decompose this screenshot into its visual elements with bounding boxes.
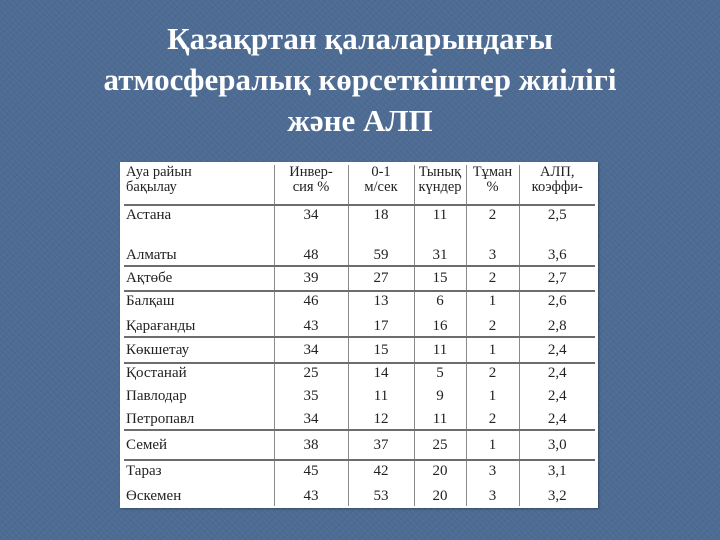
cell-line: 1	[488, 341, 497, 358]
inversion-cell	[274, 266, 348, 291]
cell-stack	[126, 431, 274, 459]
cell-stack	[520, 292, 596, 336]
cell-stack	[415, 338, 466, 362]
cell-line: 12	[373, 411, 389, 427]
cell-stack	[520, 431, 596, 459]
cell-stack	[467, 206, 519, 265]
cell-line: 48	[303, 247, 319, 263]
cell-line: 43	[303, 487, 319, 504]
inversion-cell	[274, 337, 348, 363]
cell-line: Көкшетау	[126, 341, 190, 358]
table-header-row	[124, 165, 595, 205]
cell-line: 17	[373, 318, 389, 334]
alp-cell	[519, 291, 595, 337]
cell-stack	[275, 267, 348, 290]
cell-line: 9	[436, 388, 444, 404]
cell-line: 3,1	[547, 462, 567, 479]
cell-line: 3	[488, 247, 497, 263]
cell-line: 6	[436, 293, 444, 309]
cell-line: бақылау	[126, 179, 177, 195]
cell-line: 11	[432, 341, 448, 358]
cell-line: 38	[303, 436, 319, 453]
fog-cell	[466, 291, 519, 337]
cell-line: 2,8	[547, 318, 567, 334]
cell-line: 20	[432, 487, 448, 504]
cell-stack	[275, 206, 348, 265]
cell-line: 2,4	[547, 365, 567, 381]
cell-stack	[415, 364, 466, 429]
cell-line: Ауа райын	[126, 164, 192, 180]
title-line: атмосфералық көрсеткіштер жиілігі	[103, 62, 617, 97]
cell-line: 31	[432, 247, 448, 263]
column-header-inversion	[274, 165, 348, 205]
cell-line: Тараз	[126, 462, 162, 479]
cell-line: 2,4	[547, 411, 567, 427]
cell-stack	[520, 267, 596, 290]
cell-line: Семей	[126, 436, 168, 453]
column-header-fog	[466, 165, 519, 205]
cell-stack	[349, 338, 414, 362]
cell-stack	[126, 338, 274, 362]
inversion-cell	[274, 291, 348, 337]
cell-stack	[275, 431, 348, 459]
fog-cell	[466, 430, 519, 460]
cell-stack	[126, 267, 274, 290]
cell-line: 34	[303, 207, 319, 223]
table-row-group	[124, 430, 595, 460]
fog-cell	[466, 205, 519, 266]
cell-line: коэффи-	[531, 179, 583, 195]
cell-line: Қарағанды	[126, 318, 196, 334]
cell-stack	[467, 292, 519, 336]
cell-line: 2	[488, 411, 497, 427]
cell-line: 15	[432, 270, 448, 286]
cell-line: 1	[488, 293, 497, 309]
cell-line: 0-1	[371, 164, 391, 180]
cell-line: 11	[373, 388, 389, 404]
wind-cell	[348, 337, 414, 363]
cell-stack	[126, 206, 274, 265]
cell-line: сия %	[292, 179, 330, 195]
cell-stack	[275, 292, 348, 336]
title-line: Қазақртан қалаларындағы	[167, 21, 553, 56]
inversion-cell	[274, 460, 348, 506]
alp-cell	[519, 266, 595, 291]
cell-line: 11	[432, 411, 448, 427]
cell-line: АЛП,	[540, 164, 575, 180]
alp-cell	[519, 363, 595, 430]
cell-line: 16	[432, 318, 448, 334]
cell-line: 15	[373, 341, 389, 358]
alp-cell	[519, 205, 595, 266]
cell-line: м/сек	[364, 179, 398, 195]
wind-cell	[348, 291, 414, 337]
calm-cell	[414, 460, 466, 506]
column-header-city	[124, 165, 274, 205]
cell-line: 11	[432, 207, 448, 223]
cell-line: Петропавл	[126, 411, 195, 427]
cell-stack	[349, 431, 414, 459]
inversion-cell	[274, 363, 348, 430]
cell-line: 43	[303, 318, 319, 334]
cell-line: 2,6	[547, 293, 567, 309]
fog-cell	[466, 363, 519, 430]
cell-stack	[126, 462, 274, 506]
alp-cell	[519, 460, 595, 506]
cell-stack	[349, 364, 414, 429]
cell-stack	[415, 267, 466, 290]
cell-line: 14	[373, 365, 389, 381]
cell-line: 46	[303, 293, 319, 309]
cell-line: Алматы	[126, 247, 177, 263]
cell-line: 25	[432, 436, 448, 453]
cell-stack	[467, 338, 519, 362]
cell-stack	[415, 462, 466, 506]
cell-line: Тұман	[472, 164, 513, 180]
column-header-calm	[414, 165, 466, 205]
cell-line: 25	[303, 365, 319, 381]
cell-stack	[467, 462, 519, 506]
cell-line: 1	[488, 436, 497, 453]
cell-line: 2,4	[547, 388, 567, 404]
cell-line: 35	[303, 388, 319, 404]
cell-line: 2	[488, 270, 497, 286]
inversion-cell	[274, 205, 348, 266]
cell-stack	[126, 292, 274, 336]
calm-cell	[414, 205, 466, 266]
cell-line: 2	[488, 318, 497, 334]
city-cell	[124, 460, 274, 506]
fog-cell	[466, 266, 519, 291]
cell-stack	[520, 338, 596, 362]
table-row-group	[124, 266, 595, 291]
table-sheet	[120, 162, 598, 508]
wind-cell	[348, 430, 414, 460]
wind-cell	[348, 205, 414, 266]
cell-stack	[275, 364, 348, 429]
cell-line: 2,7	[547, 270, 567, 286]
cell-line: 2	[488, 365, 497, 381]
alp-cell	[519, 337, 595, 363]
cell-stack	[520, 462, 596, 506]
air-quality-table	[124, 165, 595, 506]
cell-stack	[520, 364, 596, 429]
cell-line: 39	[303, 270, 319, 286]
calm-cell	[414, 430, 466, 460]
cell-stack	[467, 364, 519, 429]
fog-cell	[466, 460, 519, 506]
cell-stack	[275, 462, 348, 506]
cell-stack	[415, 431, 466, 459]
cell-line: 27	[373, 270, 389, 286]
cell-line: Өскемен	[126, 487, 182, 504]
cell-line: 20	[432, 462, 448, 479]
inversion-cell	[274, 430, 348, 460]
city-cell	[124, 430, 274, 460]
cell-line: Қостанай	[126, 365, 187, 381]
city-cell	[124, 337, 274, 363]
cell-stack	[415, 292, 466, 336]
cell-stack	[126, 364, 274, 429]
cell-line: 34	[303, 341, 319, 358]
city-cell	[124, 205, 274, 266]
cell-line: Тынық	[418, 164, 462, 180]
fog-cell	[466, 337, 519, 363]
cell-line: 18	[373, 207, 389, 223]
cell-stack	[349, 267, 414, 290]
cell-stack	[275, 338, 348, 362]
cell-stack	[415, 206, 466, 265]
cell-line: 3	[488, 462, 497, 479]
column-header-alp	[519, 165, 595, 205]
table-row-group	[124, 460, 595, 506]
cell-line: 1	[488, 388, 497, 404]
cell-line: 45	[303, 462, 319, 479]
slide-title	[0, 18, 720, 141]
wind-cell	[348, 363, 414, 430]
cell-line: Астана	[126, 207, 172, 223]
table-body	[124, 165, 595, 506]
wind-cell	[348, 266, 414, 291]
cell-line: күндер	[418, 179, 462, 195]
cell-stack	[520, 206, 596, 265]
city-cell	[124, 363, 274, 430]
cell-line: %	[486, 179, 499, 195]
cell-line: Балқаш	[126, 293, 175, 309]
cell-line: 37	[373, 436, 389, 453]
cell-line: 3,6	[547, 247, 567, 263]
city-cell	[124, 266, 274, 291]
cell-line: 59	[373, 247, 389, 263]
calm-cell	[414, 363, 466, 430]
wind-cell	[348, 460, 414, 506]
cell-line: 34	[303, 411, 319, 427]
cell-line: 3	[488, 487, 497, 504]
calm-cell	[414, 266, 466, 291]
column-header-wind	[348, 165, 414, 205]
table-row-group	[124, 205, 595, 266]
cell-stack	[349, 292, 414, 336]
calm-cell	[414, 291, 466, 337]
calm-cell	[414, 337, 466, 363]
cell-stack	[467, 431, 519, 459]
city-cell	[124, 291, 274, 337]
cell-stack	[349, 462, 414, 506]
alp-cell	[519, 430, 595, 460]
cell-line: Павлодар	[126, 388, 187, 404]
cell-line: 5	[436, 365, 444, 381]
cell-line: 2	[488, 207, 497, 223]
table-row-group	[124, 291, 595, 337]
table-row-group	[124, 363, 595, 430]
title-line: және АЛП	[287, 103, 433, 138]
cell-stack	[349, 206, 414, 265]
cell-line: Ақтөбе	[126, 270, 173, 286]
cell-stack	[467, 267, 519, 290]
cell-line: 13	[373, 293, 389, 309]
cell-line: 53	[373, 487, 389, 504]
cell-line: 3,2	[547, 487, 567, 504]
cell-line: 2,4	[547, 341, 567, 358]
cell-line: 3,0	[547, 436, 567, 453]
cell-line: 2,5	[547, 207, 567, 223]
table-row-group	[124, 337, 595, 363]
cell-line: Инвер-	[289, 164, 333, 180]
cell-line: 42	[373, 462, 389, 479]
